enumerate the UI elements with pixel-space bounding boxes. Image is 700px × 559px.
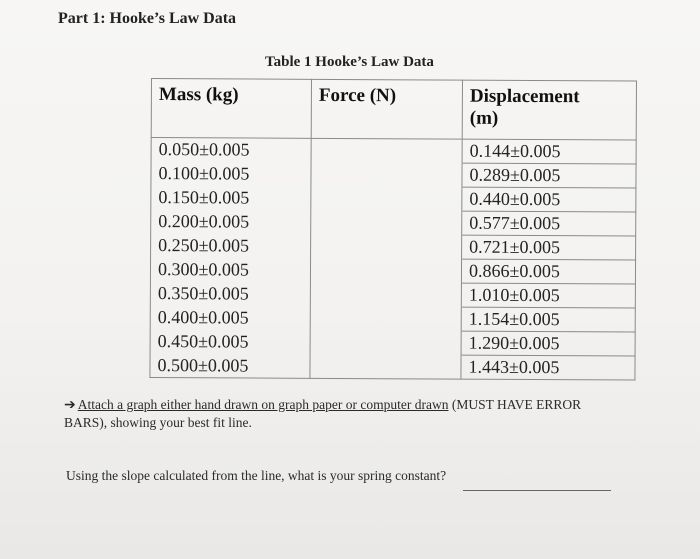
mass-header: Mass (kg) xyxy=(151,79,311,139)
table-row xyxy=(150,353,635,380)
mass-cell: 0.450±0.005 xyxy=(150,329,310,354)
part-heading: Part 1: Hooke’s Law Data xyxy=(58,10,237,27)
force-cell xyxy=(311,210,462,235)
displacement-cell: 1.154±0.005 xyxy=(461,307,635,332)
mass-cell: 0.100±0.005 xyxy=(151,162,311,187)
displacement-cell: 1.443±0.005 xyxy=(461,355,635,380)
displacement-cell: 1.290±0.005 xyxy=(461,331,635,356)
table-caption: Table 1 Hooke’s Law Data xyxy=(265,54,434,70)
displacement-header-line1: Displacement xyxy=(469,85,580,108)
mass-cell: 0.150±0.005 xyxy=(151,186,311,211)
graph-instructions-rest: (MUST HAVE ERROR BARS), showing your best fit line. xyxy=(64,397,582,430)
displacement-cell: 1.010±0.005 xyxy=(461,283,635,308)
answer-blank-line[interactable] xyxy=(463,490,611,491)
displacement-header-line2: (m) xyxy=(469,107,499,129)
table-row xyxy=(151,210,636,237)
mass-cell: 0.300±0.005 xyxy=(150,258,310,283)
graph-instructions xyxy=(64,396,624,431)
table-row xyxy=(151,162,636,189)
table-header-row xyxy=(151,79,636,141)
displacement-cell: 0.866±0.005 xyxy=(461,259,635,284)
mass-cell: 0.400±0.005 xyxy=(150,305,310,330)
mass-cell: 0.350±0.005 xyxy=(150,281,310,306)
displacement-cell: 0.577±0.005 xyxy=(462,211,636,236)
displacement-cell: 0.144±0.005 xyxy=(462,139,636,164)
mass-cell: 0.250±0.005 xyxy=(151,234,311,259)
hooke-table-container xyxy=(149,78,637,381)
force-cell xyxy=(311,234,462,259)
hooke-law-table xyxy=(149,78,637,381)
mass-cell: 0.050±0.005 xyxy=(151,138,311,163)
force-cell xyxy=(311,186,462,211)
table-row xyxy=(150,305,635,332)
force-cell xyxy=(310,282,461,307)
force-cell xyxy=(310,330,461,355)
displacement-header xyxy=(462,80,636,140)
graph-instructions-underlined: Attach a graph either hand drawn on graph paper or computer drawn xyxy=(77,397,449,412)
mass-cell: 0.500±0.005 xyxy=(150,353,310,378)
force-cell xyxy=(310,258,461,283)
table-body xyxy=(150,138,636,381)
mass-cell: 0.200±0.005 xyxy=(151,210,311,235)
force-cell xyxy=(310,354,461,379)
table-row xyxy=(150,258,635,285)
spring-constant-question: Using the slope calculated from the line, what is your spring constant? xyxy=(66,468,447,483)
table-row xyxy=(150,329,635,356)
table-row xyxy=(151,138,636,165)
force-header: Force (N) xyxy=(311,79,462,139)
force-cell xyxy=(311,138,462,163)
table-row xyxy=(150,281,635,308)
displacement-cell: 0.440±0.005 xyxy=(462,187,636,212)
displacement-cell: 0.721±0.005 xyxy=(462,235,636,260)
displacement-cell: 0.289±0.005 xyxy=(462,163,636,188)
force-cell xyxy=(311,162,462,187)
table-row xyxy=(151,186,636,213)
right-arrow-icon: ➔ xyxy=(64,398,76,413)
force-cell xyxy=(310,306,461,331)
table-row xyxy=(151,234,636,261)
